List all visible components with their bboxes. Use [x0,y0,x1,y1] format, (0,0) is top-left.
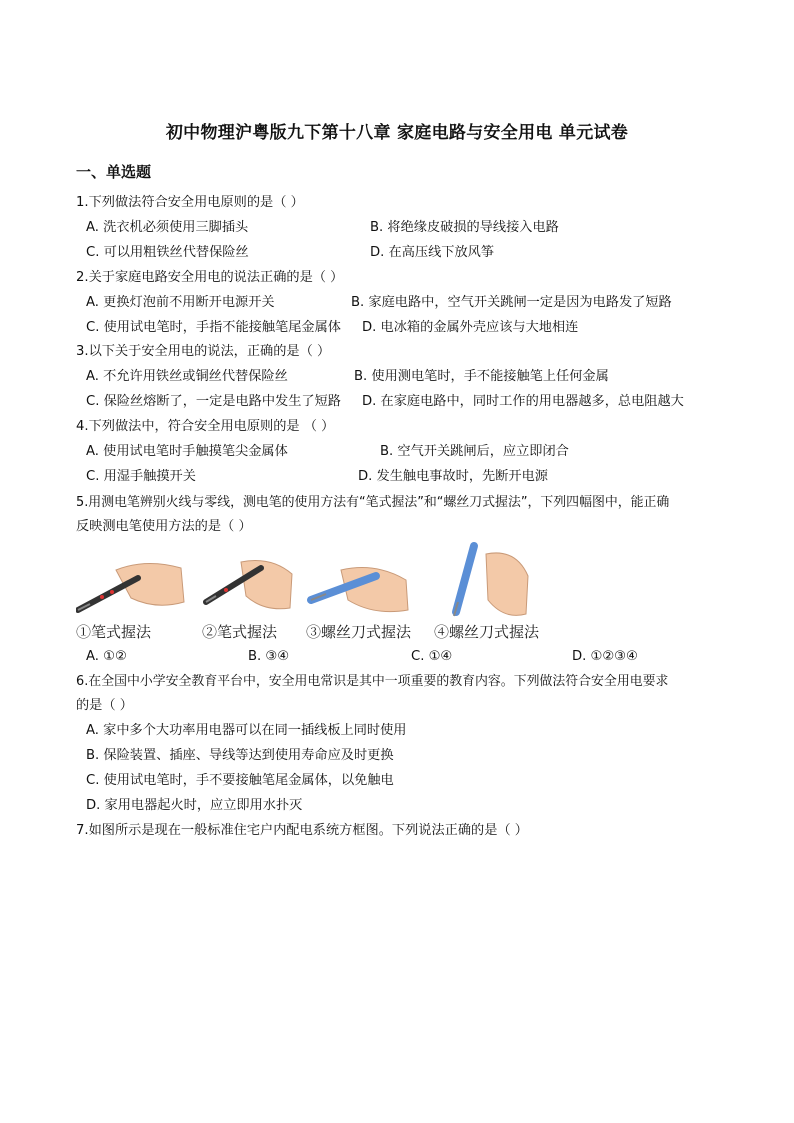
grip-caption-4: ④螺丝刀式握法 [434,623,540,641]
grip-figure-1 [78,563,184,610]
q1-option-b: B. 将绝缘皮破损的导线接入电路 [370,220,559,235]
q2-option-a: A. 更换灯泡前不用断开电源开关 [86,295,275,310]
q5-option-b: B. ③④ [248,649,290,664]
question-5-stem-line-1: 5.用测电笔辨别火线与零线，测电笔的使用方法有“笔式握法”和“螺丝刀式握法”，下列四幅图中，能正确 [76,495,670,510]
q2-option-d: D. 电冰箱的金属外壳应该与大地相连 [362,320,579,335]
page-title: 初中物理沪粤版九下第十八章 家庭电路与安全用电 单元试卷 [165,123,629,143]
q4-option-c: C. 用湿手触摸开关 [86,469,196,484]
q2-option-c: C. 使用试电笔时，手指不能接触笔尾金属体 [86,320,341,335]
section-heading: 一、单选题 [76,163,152,181]
question-3-stem: 3.以下关于安全用电的说法，正确的是（ ） [76,344,331,359]
q3-option-b: B. 使用测电笔时，手不能接触笔上任何金属 [354,369,609,384]
q4-option-d: D. 发生触电事故时，先断开电源 [358,469,548,484]
question-1-stem: 1.下列做法符合安全用电原则的是（ ） [76,195,304,210]
tester-grip-illustrations [76,540,566,642]
question-6-stem-line-2: 的是（ ） [76,698,133,713]
q1-option-a: A. 洗衣机必须使用三脚插头 [86,220,249,235]
grip-figure-2 [206,561,292,609]
grip-figure-3 [311,568,408,612]
question-2-stem: 2.关于家庭电路安全用电的说法正确的是（ ） [76,270,344,285]
q3-option-d: D. 在家庭电路中，同时工作的用电器越多，总电阻越大 [362,394,684,409]
q6-option-d: D. 家用电器起火时，应立即用水扑灭 [86,798,303,813]
grip-caption-1: ①笔式握法 [76,623,152,641]
question-5-stem-line-2: 反映测电笔使用方法的是（ ） [76,519,252,534]
grip-figure-4 [454,546,528,616]
grip-caption-3: ③螺丝刀式握法 [306,623,412,641]
question-6-stem-line-1: 6.在全国中小学安全教育平台中，安全用电常识是其中一项重要的教育内容。下列做法符合安全用电要求 [76,674,669,689]
q1-option-d: D. 在高压线下放风筝 [370,245,495,260]
q4-option-a: A. 使用试电笔时手触摸笔尖金属体 [86,444,288,459]
q6-option-b: B. 保险装置、插座、导线等达到使用寿命应及时更换 [86,748,394,763]
q3-option-c: C. 保险丝熔断了，一定是电路中发生了短路 [86,394,341,409]
question-7-stem: 7.如图所示是现在一般标准住宅户内配电系统方框图。下列说法正确的是（ ） [76,823,528,838]
q5-option-a: A. ①② [86,649,127,664]
q1-option-c: C. 可以用粗铁丝代替保险丝 [86,245,249,260]
q4-option-b: B. 空气开关跳闸后，应立即闭合 [380,444,569,459]
q6-option-c: C. 使用试电笔时，手不要接触笔尾金属体，以免触电 [86,773,394,788]
q2-option-b: B. 家庭电路中，空气开关跳闸一定是因为电路发了短路 [351,295,672,310]
q5-option-d: D. ①②③④ [572,649,638,664]
q5-option-c: C. ①④ [411,649,453,664]
question-4-stem: 4.下列做法中，符合安全用电原则的是 （ ） [76,419,335,434]
q3-option-a: A. 不允许用铁丝或铜丝代替保险丝 [86,369,288,384]
grip-caption-2: ②笔式握法 [202,623,278,641]
q6-option-a: A. 家中多个大功率用电器可以在同一插线板上同时使用 [86,723,407,738]
